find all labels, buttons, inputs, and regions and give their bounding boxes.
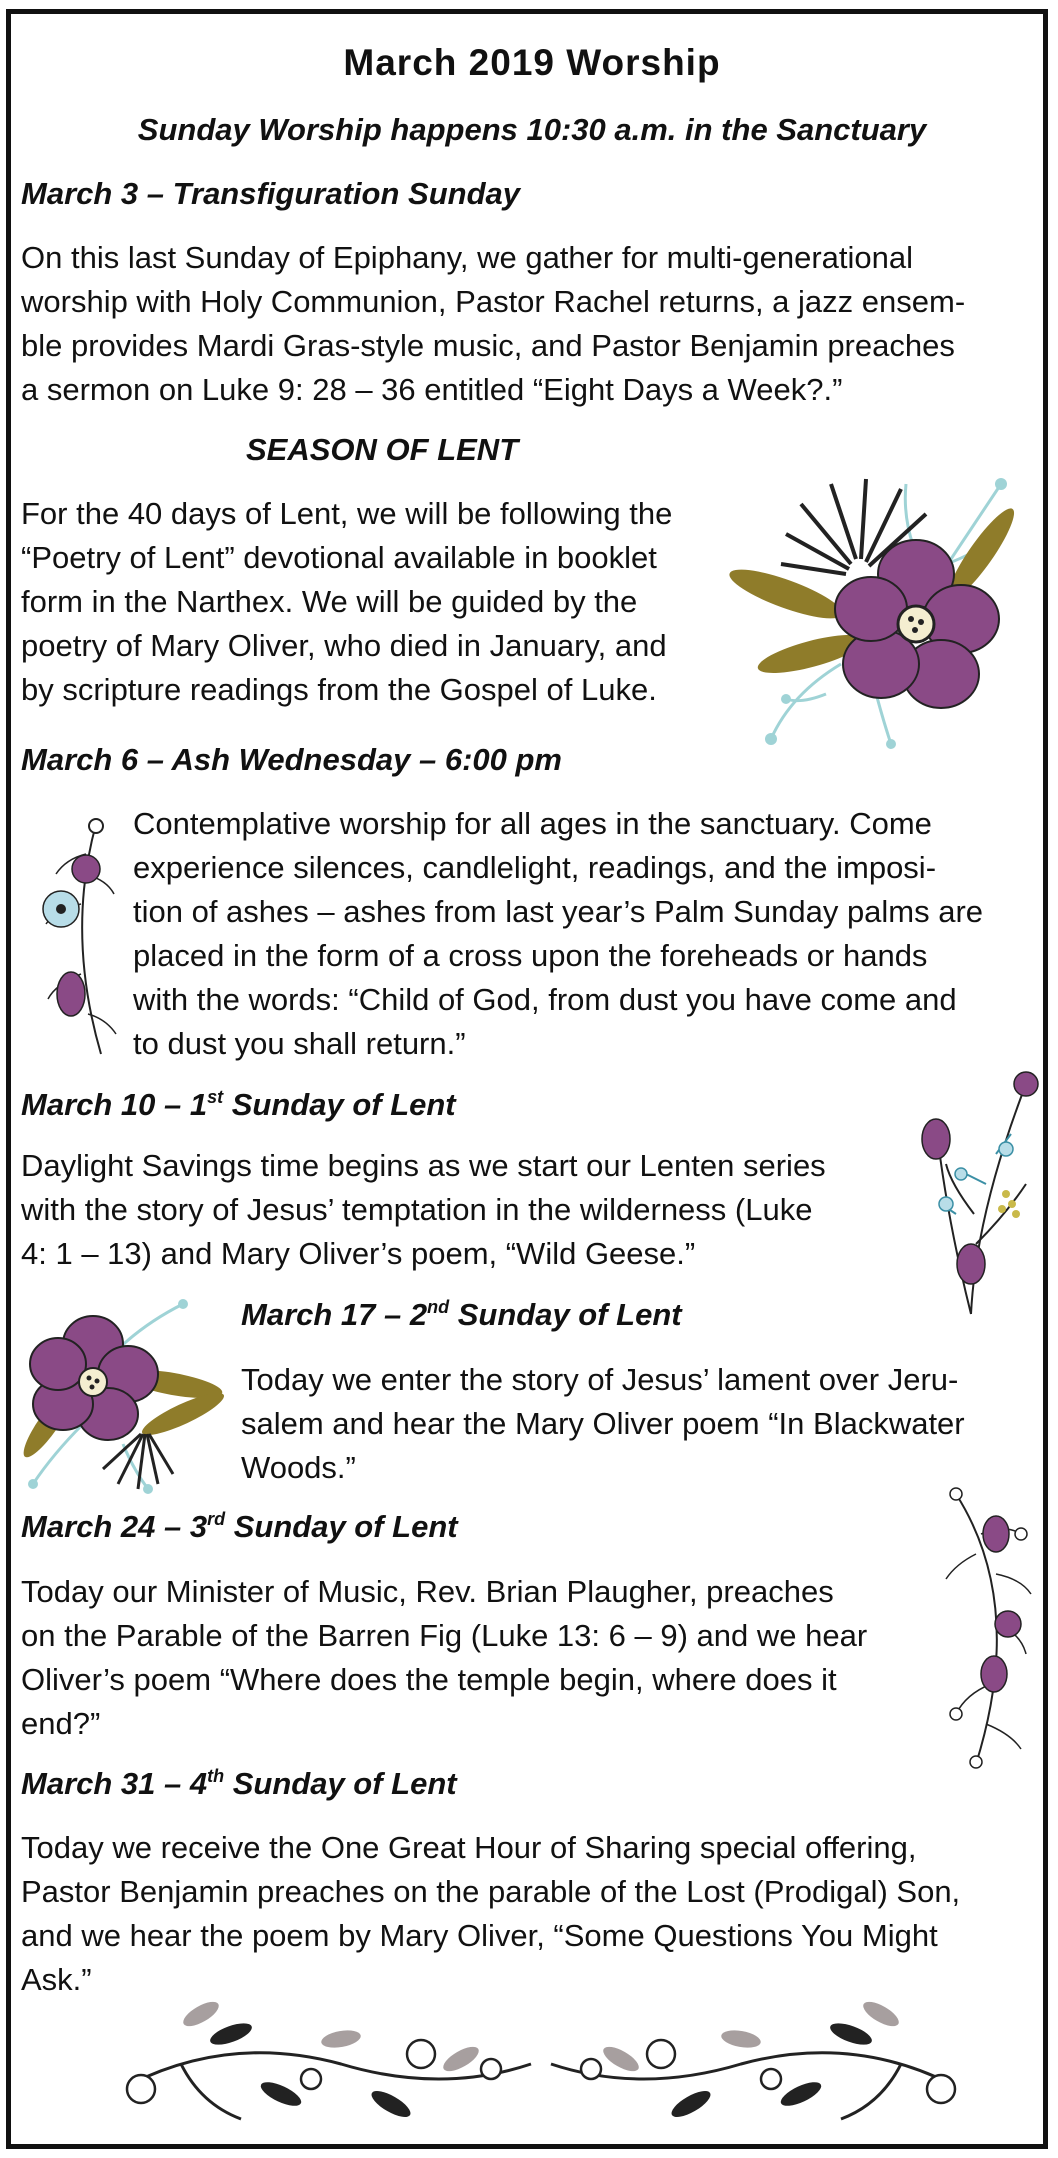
march17-heading xyxy=(241,1297,682,1333)
page-title xyxy=(11,42,1053,84)
march24-text xyxy=(21,1570,867,1746)
small-flower-illustration xyxy=(23,1294,233,1494)
march3-text xyxy=(21,236,965,412)
floral-border-illustration xyxy=(111,1994,971,2134)
text-line: on the Parable of the Barren Fig (Luke 13: 6 – 9) and we hear xyxy=(21,1618,868,1653)
flower-sprig-illustration xyxy=(26,814,126,1064)
text-line: Oliver’s poem “Where does the temple begin, where does it xyxy=(21,1662,837,1697)
text-line: Woods.” xyxy=(241,1450,356,1485)
season-of-lent-heading: SEASON OF LENT xyxy=(246,432,519,467)
text-line: to dust you shall return.” xyxy=(133,1026,466,1061)
heading-text: Sunday of Lent xyxy=(225,1509,458,1544)
march10-text xyxy=(21,1144,826,1276)
text-line: 4: 1 – 13) and Mary Oliver’s poem, “Wild Geese.” xyxy=(21,1236,696,1271)
heading-ordinal: th xyxy=(207,1766,225,1786)
text-line: Today we enter the story of Jesus’ lament over Jeru- xyxy=(241,1362,959,1397)
text-line: experience silences, candlelight, readings, and the imposi- xyxy=(133,850,937,885)
heading-text: Sunday of Lent xyxy=(449,1297,682,1332)
text-line: worship with Holy Communion, Pastor Rachel returns, a jazz ensem- xyxy=(21,284,966,319)
heading-ordinal: rd xyxy=(207,1509,226,1529)
text-line: tion of ashes – ashes from last year’s Palm Sunday palms are xyxy=(133,894,984,929)
text-line: ble provides Mardi Gras-style music, and Pastor Benjamin preaches xyxy=(21,328,955,363)
bouquet-illustration xyxy=(916,1064,1046,1324)
heading-ordinal: nd xyxy=(427,1297,450,1317)
text-line: and we hear the poem by Mary Oliver, “Some Questions You Might xyxy=(21,1918,938,1953)
heading-text: Sunday of Lent xyxy=(224,1766,457,1801)
text-line: by scripture readings from the Gospel of Luke. xyxy=(21,672,657,707)
march3-heading: March 3 – Transfiguration Sunday xyxy=(21,176,520,211)
text-line: Today our Minister of Music, Rev. Brian Plaugher, preaches xyxy=(21,1574,834,1609)
bulletin-page xyxy=(6,9,1048,2149)
text-line: Today we receive the One Great Hour of Sharing special offering, xyxy=(21,1830,917,1865)
page-title-text: March 2019 Worship xyxy=(343,42,721,83)
text-line: Ask.” xyxy=(21,1962,92,1997)
worship-time-subtitle: Sunday Worship happens 10:30 a.m. in the Sanctuary xyxy=(137,112,927,147)
text-line: For the 40 days of Lent, we will be following the xyxy=(21,496,673,531)
text-line: a sermon on Luke 9: 28 – 36 entitled “Eight Days a Week?.” xyxy=(21,372,843,407)
heading-text: March 10 – 1 xyxy=(21,1087,208,1122)
march10-heading xyxy=(21,1087,456,1123)
hanging-sprig-illustration xyxy=(936,1484,1046,1774)
text-line: Pastor Benjamin preaches on the parable of the Lost (Prodigal) Son, xyxy=(21,1874,961,1909)
purple-flower-illustration xyxy=(731,464,1031,754)
lent-text xyxy=(21,492,672,712)
heading-ordinal: st xyxy=(207,1087,224,1107)
march31-heading xyxy=(21,1766,457,1802)
text-line: Contemplative worship for all ages in the sanctuary. Come xyxy=(133,806,932,841)
march24-heading xyxy=(21,1509,458,1545)
march6-text xyxy=(133,802,983,1066)
text-line: Daylight Savings time begins as we start our Lenten series xyxy=(21,1148,826,1183)
heading-text: March 31 – 4 xyxy=(21,1766,208,1801)
text-line: salem and hear the Mary Oliver poem “In Blackwater xyxy=(241,1406,965,1441)
text-line: “Poetry of Lent” devotional available in booklet xyxy=(21,540,657,575)
march17-text xyxy=(241,1358,965,1490)
text-line: with the words: “Child of God, from dust you have come and xyxy=(133,982,957,1017)
text-line: poetry of Mary Oliver, who died in January, and xyxy=(21,628,667,663)
heading-text: Sunday of Lent xyxy=(223,1087,456,1122)
heading-text: March 17 – 2 xyxy=(241,1297,428,1332)
text-line: On this last Sunday of Epiphany, we gather for multi-generational xyxy=(21,240,914,275)
text-line: form in the Narthex. We will be guided by the xyxy=(21,584,638,619)
text-line: placed in the form of a cross upon the foreheads or hands xyxy=(133,938,928,973)
march6-heading: March 6 – Ash Wednesday – 6:00 pm xyxy=(21,742,562,777)
heading-text: March 24 – 3 xyxy=(21,1509,208,1544)
text-line: end?” xyxy=(21,1706,101,1741)
march31-text xyxy=(21,1826,960,2002)
text-line: with the story of Jesus’ temptation in the wilderness (Luke xyxy=(21,1192,813,1227)
